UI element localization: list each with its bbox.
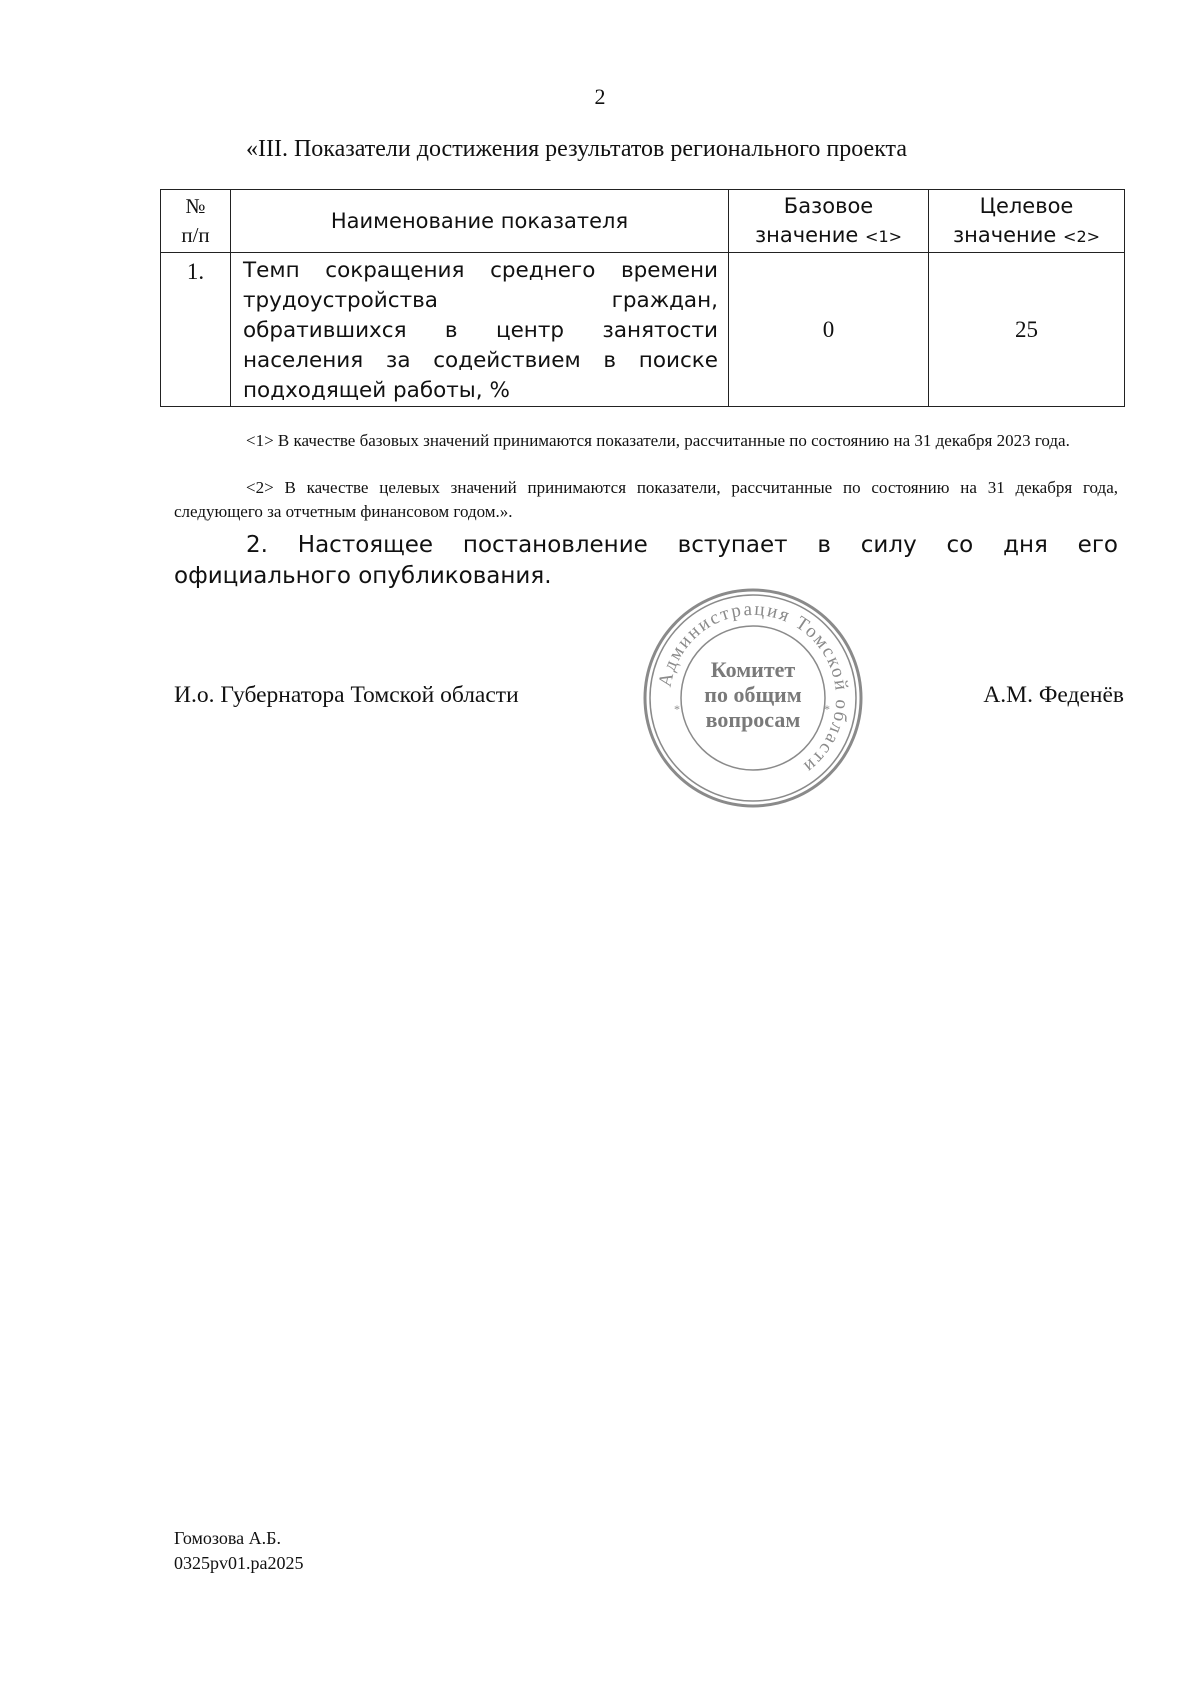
- official-stamp: [640, 585, 866, 811]
- row-indicator-name: Темп сокращения среднего времени трудоустройства граждан, обратившихся в центр занятости населения за содействием в поиске подходящей работы, %: [231, 253, 729, 407]
- row-base-value: 0: [729, 253, 929, 407]
- header-target-value: [929, 190, 1125, 253]
- clause-2-paragraph: 2. Настоящее постановление вступает в силу со дня его официального опубликования.: [174, 532, 1118, 589]
- executor-block: [174, 1526, 304, 1576]
- stamp-star-left: *: [674, 702, 680, 716]
- row-number: 1.: [161, 253, 231, 407]
- document-code: 0325pv01.pa2025: [174, 1553, 304, 1573]
- header-target-word: значение: [952, 222, 1057, 247]
- header-target-line1: Целевое: [979, 193, 1074, 218]
- header-base-value: [729, 190, 929, 253]
- section-title: «III. Показатели достижения результатов регионального проекта: [246, 136, 907, 162]
- stamp-star-right: *: [824, 702, 830, 716]
- signer-name: А.М. Феденёв: [983, 682, 1124, 708]
- header-target-line2: [929, 221, 1124, 251]
- header-number-abbr: п/п: [181, 223, 210, 247]
- footnote-2: <2> В качестве целевых значений принимаются показатели, рассчитанные по состоянию на 31 декабря года, следующего за отчетным финансовом годом.».: [174, 478, 1118, 521]
- executor-name: Гомозова А.Б.: [174, 1528, 281, 1548]
- stamp-center-line-3: вопросам: [705, 707, 801, 732]
- stamp-center-line-2: по общим: [704, 682, 802, 707]
- header-base-line2: [729, 221, 928, 251]
- row-target-value: 25: [929, 253, 1125, 407]
- signer-position: И.о. Губернатора Томской области: [174, 682, 519, 708]
- header-number: [161, 190, 231, 253]
- header-indicator-name: Наименование показателя: [231, 190, 729, 253]
- header-target-footnote-ref: <2>: [1063, 226, 1101, 246]
- header-base-word: значение: [754, 222, 859, 247]
- header-number-symbol: №: [185, 194, 206, 218]
- page-number: 2: [594, 84, 606, 109]
- stamp-center-line-1: Комитет: [710, 657, 796, 682]
- stamp-ring-text: Администрация Томской области: [654, 598, 853, 779]
- header-base-line1: Базовое: [783, 193, 874, 218]
- header-base-footnote-ref: <1>: [865, 226, 903, 246]
- indicators-table: [160, 189, 1125, 407]
- table-header-row: [161, 190, 1125, 253]
- table-row: [161, 253, 1125, 407]
- footnote-1: <1> В качестве базовых значений принимаются показатели, рассчитанные по состоянию на 31 декабря 2023 года.: [246, 431, 1070, 450]
